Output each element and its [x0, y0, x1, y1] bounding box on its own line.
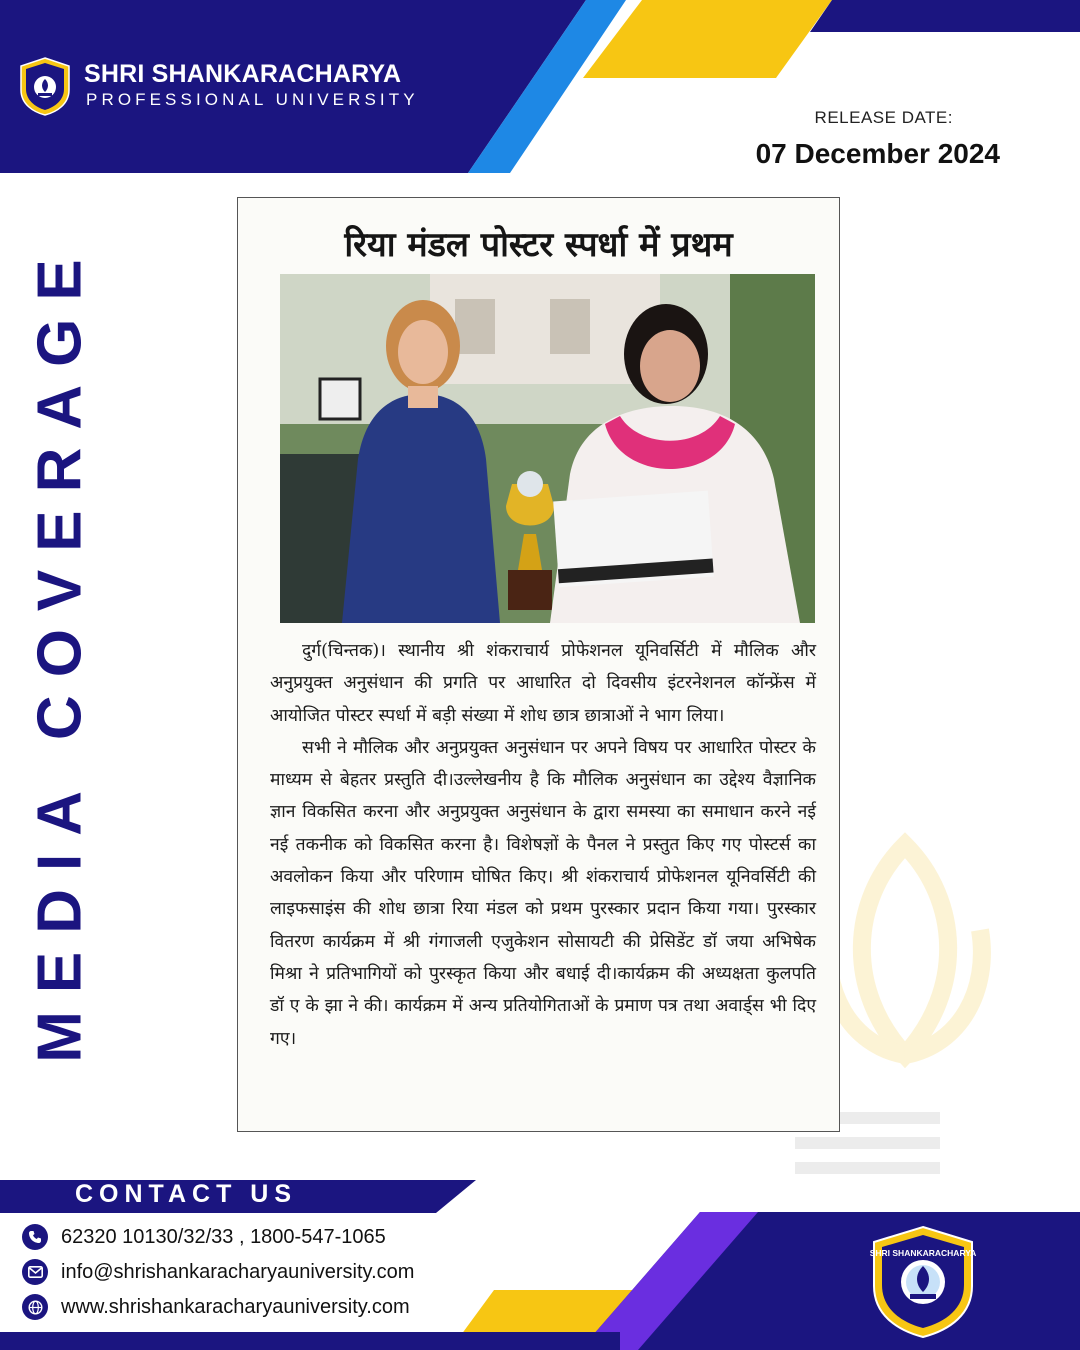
contact-phone[interactable] [22, 1224, 386, 1250]
contact-us-title: CONTACT US [75, 1180, 298, 1208]
header-yellow-stripe [583, 0, 832, 78]
university-crest-logo [870, 1224, 976, 1340]
contact-email[interactable] [22, 1259, 414, 1285]
footer-navy-bottom [0, 1332, 620, 1350]
university-subtitle: PROFESSIONAL UNIVERSITY [86, 90, 419, 109]
phone-text: 62320 10130/32/33 , 1800-547-1065 [61, 1225, 386, 1248]
mail-icon [22, 1259, 48, 1285]
university-logo [18, 56, 72, 116]
newspaper-clipping [237, 197, 840, 1132]
university-name: SHRI SHANKARACHARYA [84, 60, 402, 88]
clipping-photo [280, 274, 815, 623]
media-coverage-title: MEDIA COVERAGE [25, 241, 95, 1063]
clipping-paragraph: दुर्ग(चिन्तक)। स्थानीय श्री शंकराचार्य प्रोफेशनल यूनिवर्सिटी में मौलिक और अनुप्रयुक्त अनुसंधान की प्रगति पर आधारित दो दिवसीय इंटरनेशनल कॉन्फ्रेंस में आयोजित पोस्टर स्पर्धा में बड़ी संख्या में शोध छात्र छात्राओं ने भाग लिया। [270, 641, 816, 726]
clipping-headline: रिया मंडल पोस्टर स्पर्धा में प्रथम [344, 225, 733, 265]
watermark-line [795, 1137, 940, 1149]
release-date-value: 07 December 2024 [755, 138, 1000, 169]
website-text: www.shrishankaracharyauniversity.com [61, 1295, 410, 1318]
contact-website[interactable] [22, 1294, 410, 1320]
clipping-paragraph: सभी ने मौलिक और अनुप्रयुक्त अनुसंधान पर अपने विषय पर आधारित पोस्टर के माध्यम से बेहतर प्रस्तुति दी।उल्लेखनीय है कि मौलिक अनुसंधान का उद्देश्य वैज्ञानिक ज्ञान विकसित करना और अनुप्रयुक्त अनुसंधान के द्वारा समस्या का समाधान करने नई नई तकनीक को विकसित करना है। विशेषज्ञों के पैनल ने प्रस्तुत किए गए पोस्टर्स का अवलोकन किया और परिणाम घोषित किए। श्री शंकराचार्य प्रोफेशनल यूनिवर्सिटी की लाइफसाइंस की शोध छात्रा रिया मंडल को प्रथम पुरस्कार प्रदान किया गया। पुरस्कार वितरण कार्यक्रम में श्री गंगाजली एजुकेशन सोसायटी की प्रेसिडेंट डॉ जया अभिषेक मिश्रा ने प्रतिभागियों को पुरस्कृत किया और बधाई दी।कार्यक्रम की अध्यक्षता कुलपति डॉ ए के झा ने की। कार्यक्रम में अन्य प्रतियोगिताओं के प्रमाण पत्र तथा अवार्ड्स भी दिए गए। [270, 737, 816, 1049]
email-text: info@shrishankaracharyauniversity.com [61, 1260, 415, 1283]
clipping-body [270, 635, 816, 1055]
watermark-line [795, 1162, 940, 1174]
crest-text: SHRI SHANKARACHARYA [870, 1248, 976, 1258]
release-date-label: RELEASE DATE: [814, 108, 953, 127]
lotus-watermark [828, 845, 982, 1055]
globe-icon [22, 1294, 48, 1320]
header-navy-corner [810, 0, 1080, 32]
phone-icon [22, 1224, 48, 1250]
